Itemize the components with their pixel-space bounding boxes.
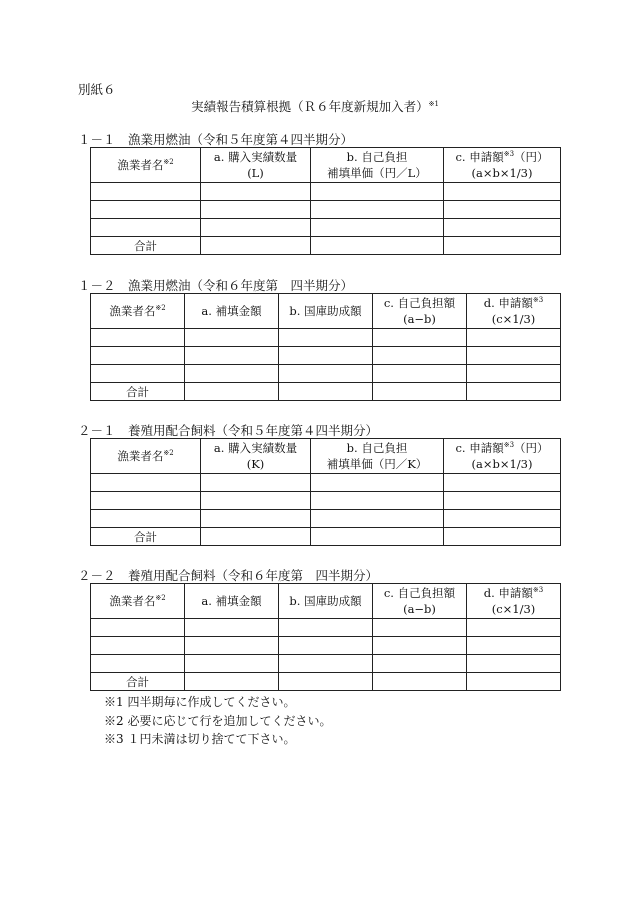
header-national-subsidy: b. 国庫助成額 [279,584,373,619]
table-row [91,655,561,673]
header-application-amount: d. 申請額$^{※3}$ (c×1/3) [467,294,561,329]
table-row [91,474,561,492]
header-unit-price: b. 自己負担 補填単価（円／L） [311,148,444,183]
total-label: 合計 [91,383,185,401]
table-row [91,183,561,201]
header-purchase-quantity: a. 購入実績数量 (L) [201,148,311,183]
section-heading-1-2: １－２ 漁業用燃油（令和６年度第 四半期分） [78,278,354,293]
header-compensation-amount: a. 補填金額 [185,294,279,329]
table-row [91,347,561,365]
header-fisher-name: 漁業者名$^{※2}$ [91,584,185,619]
document-label: 別紙６ [78,82,116,97]
header-fisher-name: 漁業者名$^{※2}$ [91,294,185,329]
total-row [91,673,561,691]
total-label: 合計 [91,528,201,546]
table-1-1 [90,147,561,255]
total-label: 合計 [91,673,185,691]
section-heading-1-1: １－１ 漁業用燃油（令和５年度第４四半期分） [78,132,354,147]
header-application-amount: c. 申請額$^{※3}$（円） (a×b×1/3) [444,148,561,183]
table-row [91,219,561,237]
header-application-amount: d. 申請額$^{※3}$ (c×1/3) [467,584,561,619]
header-compensation-amount: a. 補填金額 [185,584,279,619]
header-application-amount: c. 申請額$^{※3}$（円） (a×b×1/3) [444,439,561,474]
total-row [91,528,561,546]
footnote-2: ※2 必要に応じて行を追加してください。 [104,713,332,728]
header-national-subsidy: b. 国庫助成額 [279,294,373,329]
header-fisher-name: 漁業者名$^{※2}$ [91,439,201,474]
footnotes [104,693,331,749]
table-2-1 [90,438,561,546]
table-row [91,619,561,637]
table-row [91,637,561,655]
header-unit-price: b. 自己負担 補填単価（円／K） [311,439,444,474]
title-footnote-mark: ※1 [428,100,439,108]
total-row [91,237,561,255]
table-row [91,329,561,347]
total-label: 合計 [91,237,201,255]
footnote-1: ※1 四半期毎に作成してください。 [104,695,296,709]
header-self-burden: c. 自己負担額 (a−b) [373,294,467,329]
table-2-2 [90,583,561,691]
table-row [91,492,561,510]
document-title: 実績報告積算根拠（Ｒ６年度新規加入者）$^{※1}$ [191,99,439,114]
header-purchase-quantity: a. 購入実績数量 (K) [201,439,311,474]
total-row [91,383,561,401]
table-row [91,201,561,219]
header-self-burden: c. 自己負担額 (a−b) [373,584,467,619]
section-heading-2-2: ２－２ 養殖用配合飼料（令和６年度第 四半期分） [78,568,379,583]
footnote-3: ※3 １円未満は切り捨てて下さい。 [104,732,296,746]
table-1-2 [90,293,561,401]
table-row [91,510,561,528]
table-row [91,365,561,383]
header-fisher-name: 漁業者名$^{※2}$ [91,148,201,183]
section-heading-2-1: ２－１ 養殖用配合飼料（令和５年度第４四半期分） [78,423,379,438]
